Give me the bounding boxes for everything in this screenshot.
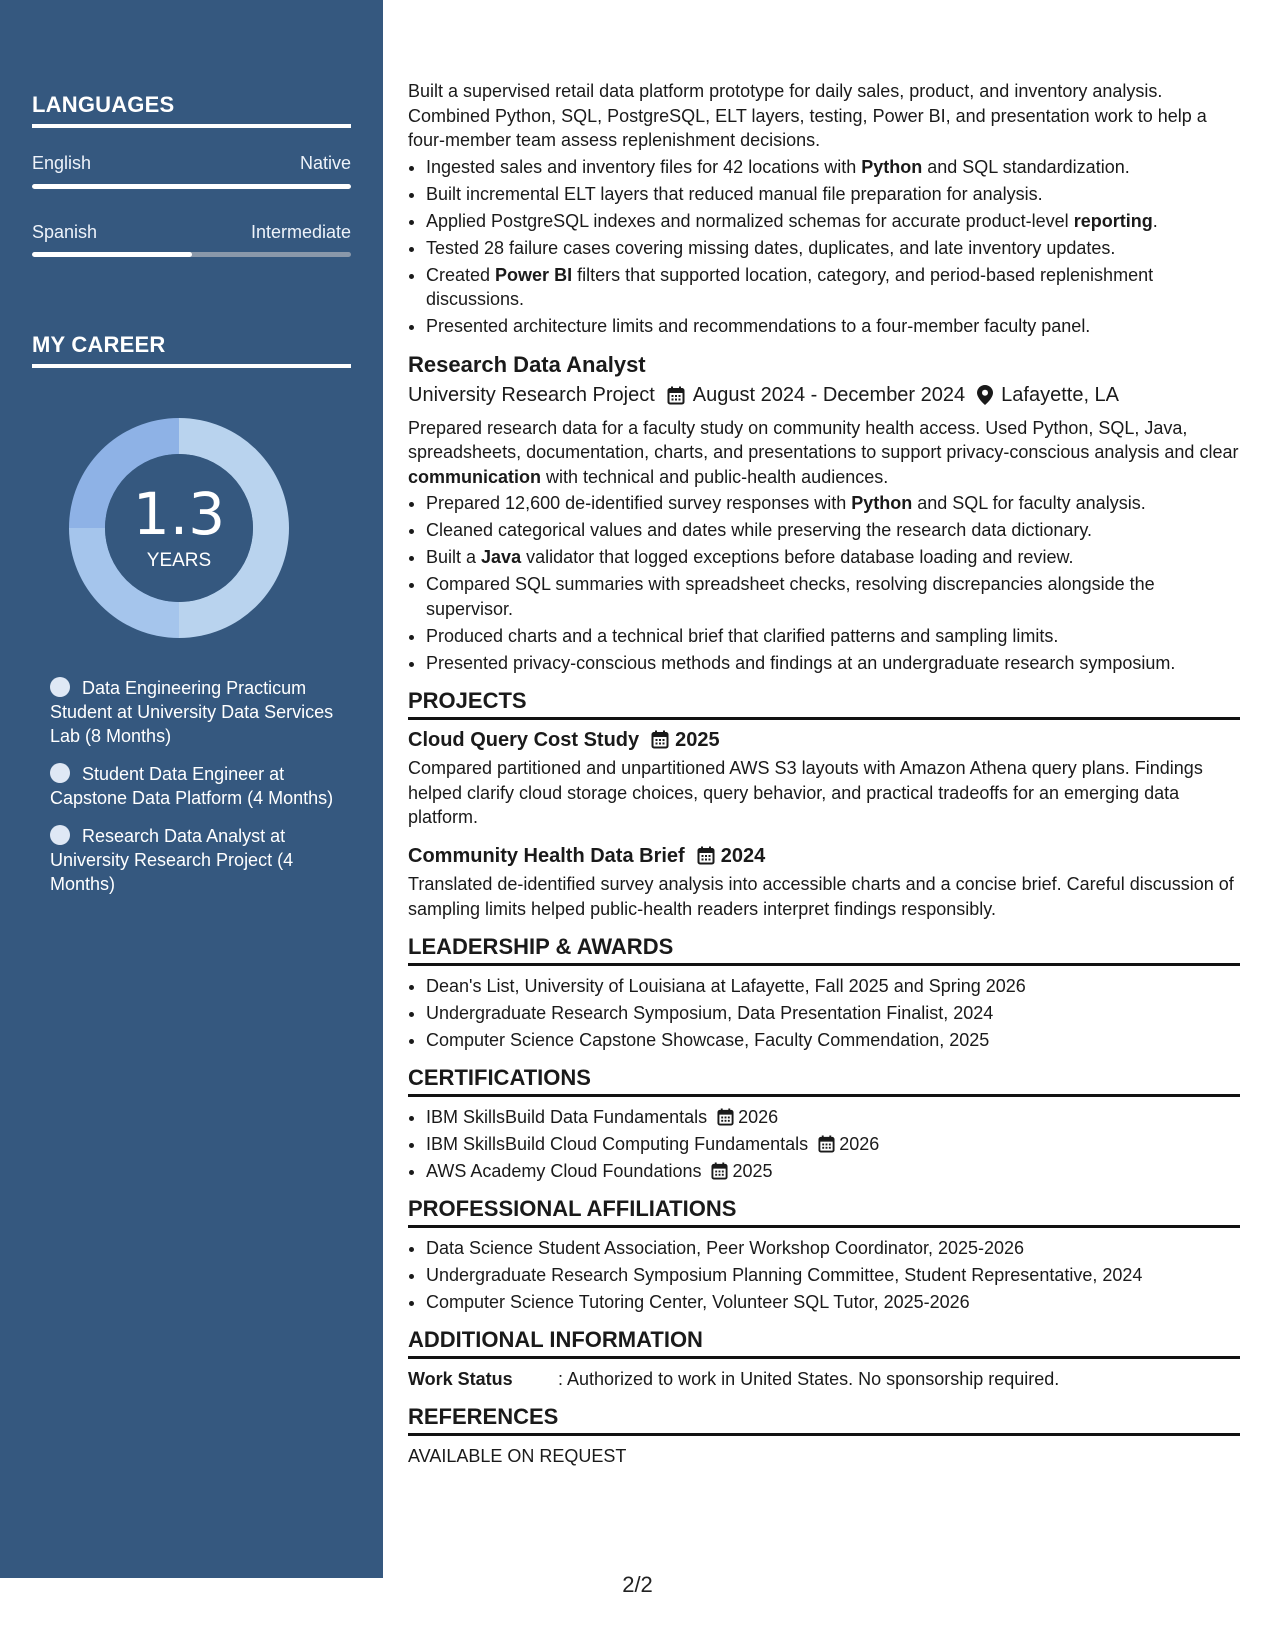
calendar-icon [667,386,685,405]
work-status-label: Work Status [408,1368,513,1389]
calendar-icon [651,730,669,749]
job-bullet: • Built a Java validator that logged exceptions before database loading and review. [426,545,1240,570]
project-item [408,728,1240,830]
affiliations-list [408,1236,1240,1315]
language-bar-spanish [32,252,351,257]
experience-bullet: • Ingested sales and inventory files for 42 locations with Python and SQL standardization. [426,155,1240,180]
leadership-item: • Computer Science Capstone Showcase, Faculty Commendation, 2025 [426,1028,1240,1053]
project-year: 2024 [720,844,766,867]
experience-bullet: • Tested 28 failure cases covering missing dates, duplicates, and late inventory updates. [426,236,1240,261]
bullet-dot-icon [50,677,70,697]
language-row-english [32,153,351,174]
references-text: AVAILABLE ON REQUEST [408,1445,627,1466]
affiliations-heading: PROFESSIONAL AFFILIATIONS [408,1197,1240,1228]
references-heading: REFERENCES [408,1405,1240,1436]
experience-bullet: • Presented architecture limits and recommendations to a four-member faculty panel. [426,314,1240,339]
project-title: Community Health Data Brief [408,844,685,867]
job-meta [408,383,1240,408]
career-heading: MY CAREER [32,332,351,368]
language-row-spanish [32,222,351,243]
job-bullet: • Cleaned categorical values and dates while preserving the research data dictionary. [426,518,1240,543]
project-year: 2025 [675,728,720,751]
career-total-unit: YEARS [146,550,212,571]
calendar-icon [818,1135,835,1153]
job-bullet: • Produced charts and a technical brief that clarified patterns and sampling limits. [426,624,1240,649]
experience-bullet: • Applied PostgreSQL indexes and normalized schemas for accurate product-level reporting. [426,209,1240,234]
experience-bullet: • Created Power BI filters that supported location, category, and period-based replenishment discussions. [426,263,1240,312]
leadership-heading: LEADERSHIP & AWARDS [408,935,1240,966]
career-total-value: 1.3 [132,480,226,548]
work-status-row [408,1367,1240,1392]
experience-bullet: • Built incremental ELT layers that reduced manual file preparation for analysis. [426,182,1240,207]
calendar-icon [711,1162,728,1180]
job-company: University Research Project [408,384,655,406]
language-bar-english [32,184,351,189]
job-dates: August 2024 - December 2024 [692,384,966,406]
certification-item: • IBM SkillsBuild Data Fundamentals 2026 [426,1105,1240,1130]
career-item: Student Data Engineer at Capstone Data Platform (4 Months) [50,764,334,808]
affiliation-item: • Computer Science Tutoring Center, Volunteer SQL Tutor, 2025-2026 [426,1290,1240,1315]
job-bullets [408,491,1240,675]
sidebar [0,0,383,1578]
experience-bullets [408,155,1240,339]
bullet-dot-icon [50,763,70,783]
job-bullet: • Presented privacy-conscious methods and findings at an undergraduate research symposium. [426,651,1240,676]
job-summary: Prepared research data for a faculty study on community health access. Used Python, SQL, Java, spreadsheets, documentation, charts, and presentations to support privacy-conscious analysis and clear communication with technical and public-health audiences. [408,417,1239,487]
job-bullet: • Compared SQL summaries with spreadsheet checks, resolving discrepancies alongside the supervisor. [426,572,1240,621]
certification-item: • IBM SkillsBuild Cloud Computing Fundamentals 2026 [426,1132,1240,1157]
certifications-heading: CERTIFICATIONS [408,1066,1240,1097]
language-name: Spanish [32,222,98,242]
page-number: 2/2 [622,1572,653,1597]
calendar-icon [697,846,715,865]
job-title: Research Data Analyst [408,351,646,377]
language-level: Native [299,153,351,173]
project-item [408,844,1240,922]
bullet-dot-icon [50,825,70,845]
language-level: Intermediate [250,222,351,242]
main-content [408,79,1240,1468]
project-title: Cloud Query Cost Study [408,728,640,751]
career-item: Research Data Analyst at University Research Project (4 Months) [50,826,294,894]
experience-summary: Built a supervised retail data platform prototype for daily sales, product, and inventory analysis. Combined Python, SQL, PostgreSQL, ELT layers, testing, Power BI, and presentation work to help a four-member team assess replenishment decisions. [408,81,1207,150]
affiliation-item: • Undergraduate Research Symposium Planning Committee, Student Representative, 2024 [426,1263,1240,1288]
project-description: Translated de-identified survey analysis into accessible charts and a concise brief. Careful discussion of sampling limits helped public-health readers interpret findings responsibly. [408,874,1234,919]
career-item: Data Engineering Practicum Student at University Data Services Lab (8 Months) [50,678,334,746]
job-bullet: • Prepared 12,600 de-identified survey responses with Python and SQL for faculty analysis. [426,491,1240,516]
certification-item: • AWS Academy Cloud Foundations 2025 [426,1159,1240,1184]
additional-info-heading: ADDITIONAL INFORMATION [408,1328,1240,1359]
leadership-item: • Dean's List, University of Louisiana at Lafayette, Fall 2025 and Spring 2026 [426,974,1240,999]
work-status-value: : Authorized to work in United States. No sponsorship required. [558,1368,1060,1389]
affiliation-item: • Data Science Student Association, Peer Workshop Coordinator, 2025-2026 [426,1236,1240,1261]
location-pin-icon [977,385,993,405]
language-bar-fill [32,184,351,189]
languages-heading: LANGUAGES [32,92,351,128]
projects-heading: PROJECTS [408,689,1240,720]
project-description: Compared partitioned and unpartitioned AWS S3 layouts with Amazon Athena query plans. Findings helped clarify cloud storage choices, query behavior, and practical tradeoffs for an emerging data platform. [408,758,1203,827]
job-location: Lafayette, LA [1001,384,1120,406]
career-list [50,676,340,910]
language-name: English [32,153,92,173]
certifications-list [408,1105,1240,1184]
language-bar-fill [32,252,192,257]
leadership-item: • Undergraduate Research Symposium, Data Presentation Finalist, 2024 [426,1001,1240,1026]
calendar-icon [717,1108,734,1126]
leadership-list [408,974,1240,1053]
